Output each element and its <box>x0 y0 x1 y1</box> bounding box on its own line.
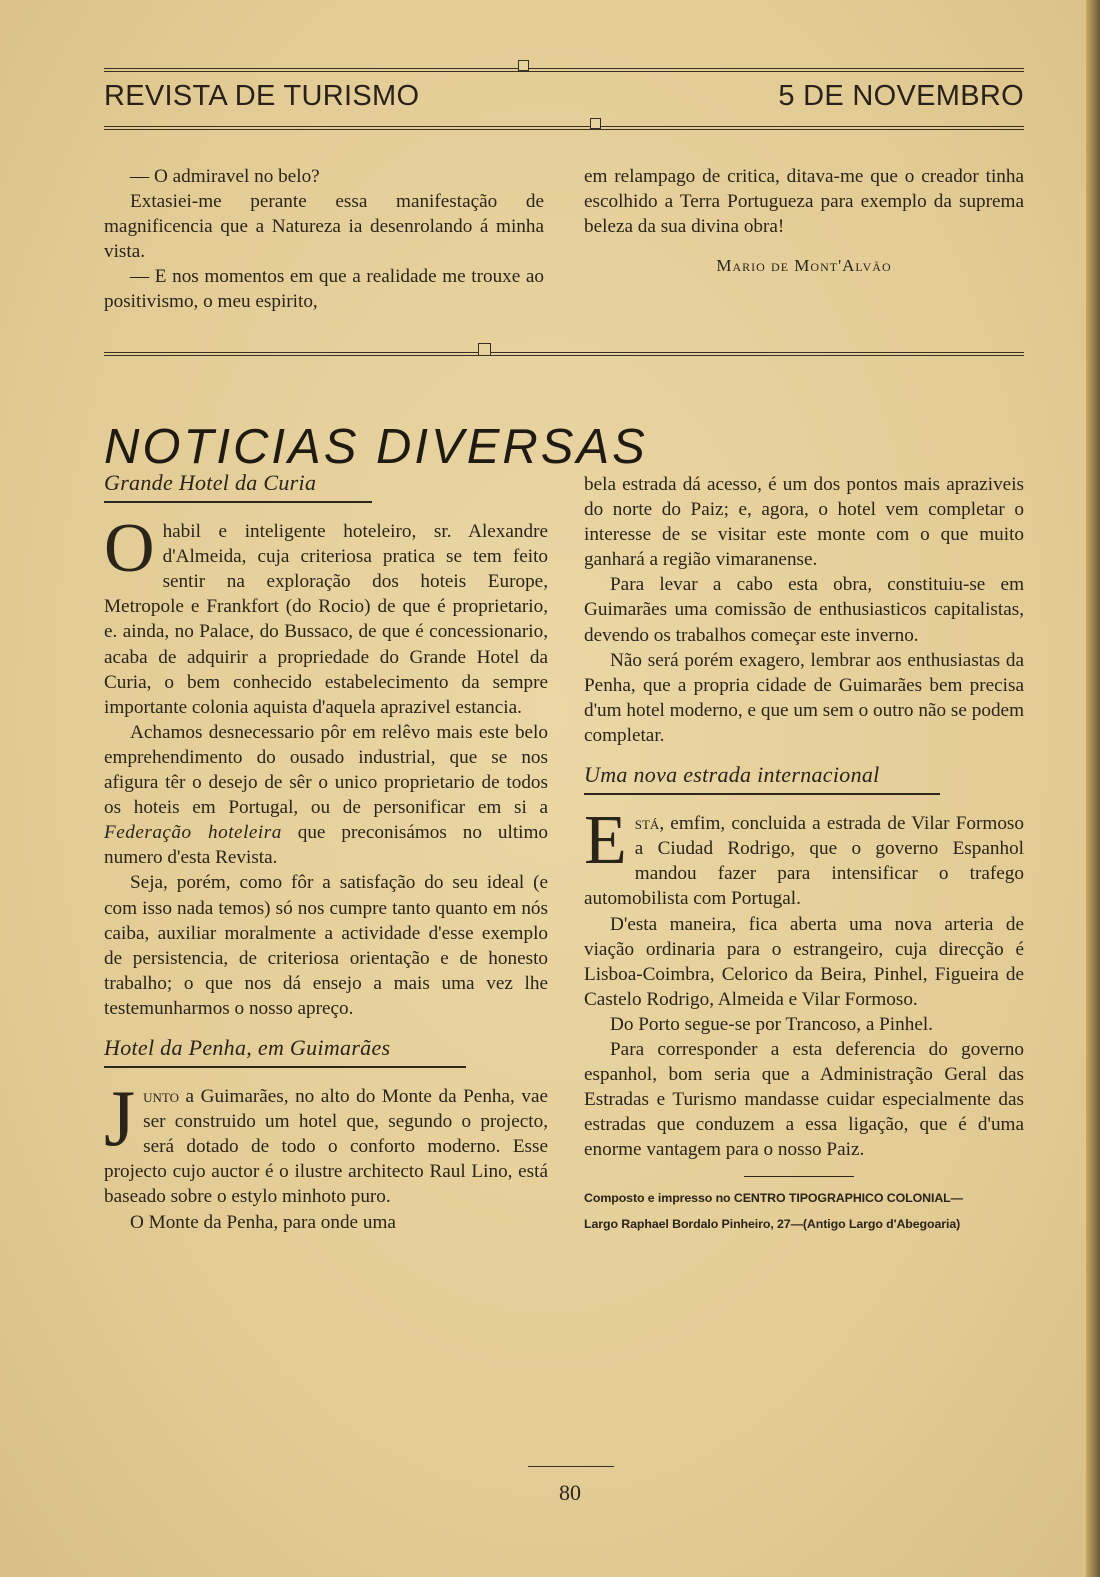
intro-right-column <box>584 164 1024 278</box>
intro-paragraph: — E nos momentos em que a realidade me trouxe ao positivismo, o meu espirito, <box>104 266 544 313</box>
article-paragraph: Seja, porém, como fôr a satisfação do seu ideal (e com isso nada temos) só nos cumpre tanto quanto em nós caiba, auxiliar moralmente a actividade d'esse exemplo de persistencia, de criteriosa orientação e de honesto trabalho; o que nos dá ensejo a mais uma vez lhe testemunharmos o nosso apreço. <box>104 872 548 1019</box>
intro-paragraph: em relampago de critica, ditava-me que o creador tinha escolhido a Terra Portugueza para exemplo da suprema beleza da sua divina obra! <box>584 166 1024 238</box>
article-paragraph: bela estrada dá acesso, é um dos pontos mais apraziveis do norte do Paiz; e, agora, o hotel vem completar o interesse de se visitar este monte com o que muito ganhará a região vimaranense. <box>584 474 1024 571</box>
running-header <box>104 80 1024 116</box>
article-heading: Grande Hotel da Curia <box>104 470 317 495</box>
imprint-divider <box>744 1176 854 1177</box>
article-paragraph: Para levar a cabo esta obra, constituiu-se em Guimarães uma comissão de enthusiasticos capitalistas, devendo os trabalhos começar este inverno. <box>584 574 1024 646</box>
article-paragraph: Junto a Guimarães, no alto do Monte da Penha, vae ser construido um hotel que, segundo o projecto, será dotado de todo o conforto moderno. Esse projecto cujo auctor é o ilustre architecto Raul Lino, está baseado sobre o estylo minhoto puro. <box>104 1075 548 1208</box>
intro-paragraph: — O admiravel no belo? <box>130 166 320 187</box>
article-paragraph: Ohabil e inteligente hoteleiro, sr. Alexandre d'Almeida, cuja criteriosa pratica se tem feito sentir na exploração dos hoteis Europe, Metropole e Frankfort (do Rocio) de que é proprietario, e. ainda, no Palace, do Bussaco, de que é concessionario, acaba de adquirir a propriedade do Grande Hotel da Curia, o bem conhecido estabelecimento da sempre importante colonia aquista d'aquela aprazivel estancia. <box>104 510 548 718</box>
heading-underline <box>104 501 372 503</box>
article-paragraph: D'esta maneira, fica aberta uma nova arteria de viação ordinaria para o estrangeiro, cuja direcção é Lisboa-Coimbra, Celorico da Beira, Pinhel, Figueira de Castelo Rodrigo, Almeida e Vilar Formoso. <box>584 913 1024 1010</box>
imprint-line: Largo Raphael Bordalo Pinheiro, 27—(Antigo Largo d'Abegoaria) <box>584 1217 961 1232</box>
article-heading: Hotel da Penha, em Guimarães <box>104 1034 391 1060</box>
author-signature: Mario de Mont'Alvão <box>716 256 892 276</box>
imprint-line: Composto e impresso no CENTRO TIPOGRAPHICO COLONIAL— <box>584 1191 963 1206</box>
emphasis-federacao: Federação hoteleira <box>104 822 282 844</box>
article-estrada <box>584 762 1024 1162</box>
page-number: 80 <box>559 1480 581 1505</box>
drop-cap: O <box>104 510 155 588</box>
article-paragraph: Para corresponder a esta deferencia do governo espanhol, bom seria que a Administração Geral das Estradas e Turismo mandasse cuidar especialmente das estradas que conduzem a essa ligação, que é d'uma enorme vantagem para o nosso Paiz. <box>584 1038 1024 1161</box>
right-news-column <box>584 472 1024 1237</box>
drop-cap: J <box>104 1075 136 1164</box>
section-title: NOTICIAS DIVERSAS <box>104 419 648 474</box>
left-news-column <box>104 470 548 1235</box>
section-rule <box>104 350 1024 358</box>
heading-underline <box>104 1066 466 1068</box>
article-paragraph: Achamos desnecessario pôr em relêvo mais este belo emprehendimento do ousado industrial, que se nos afigura têr o desejo de sêr o unico proprietario de todos os hoteis em Portugal, ou de personificar em si a Federação hoteleira que preconisámos no ultimo numero d'esta Revista. <box>104 721 548 869</box>
intro-paragraph: Extasiei-me perante essa manifestação de magnificencia que a Natureza ia desenrolando á minha vista. <box>104 191 544 263</box>
heading-underline <box>584 793 940 795</box>
journal-title: REVISTA DE TURISMO <box>104 80 420 112</box>
article-heading: Uma nova estrada internacional <box>584 762 880 788</box>
header-top-rule <box>104 66 1024 74</box>
drop-cap: E <box>584 802 627 880</box>
header-bottom-rule <box>104 124 1024 132</box>
article-paragraph: O Monte da Penha, para onde uma <box>130 1211 396 1233</box>
intro-left-column <box>104 164 544 315</box>
page-spine-shadow <box>1086 0 1100 1577</box>
page-number-rule <box>528 1466 614 1467</box>
article-paragraph: Não será porém exagero, lembrar aos enthusiastas da Penha, que a propria cidade de Guimarães bem precisa d'um hotel moderno, e que um sem o outro não se podem completar. <box>584 649 1024 746</box>
article-curia <box>104 470 548 1021</box>
article-penha <box>104 1035 548 1235</box>
printer-imprint <box>584 1185 1024 1237</box>
article-paragraph: Está, emfim, concluida a estrada de Vilar Formoso a Ciudad Rodrigo, que o governo Espanhol mandou fazer para intensificar o trafego automobilista com Portugal. <box>584 802 1024 910</box>
issue-date: 5 DE NOVEMBRO <box>778 80 1024 112</box>
article-paragraph: Do Porto segue-se por Trancoso, a Pinhel. <box>610 1013 933 1035</box>
